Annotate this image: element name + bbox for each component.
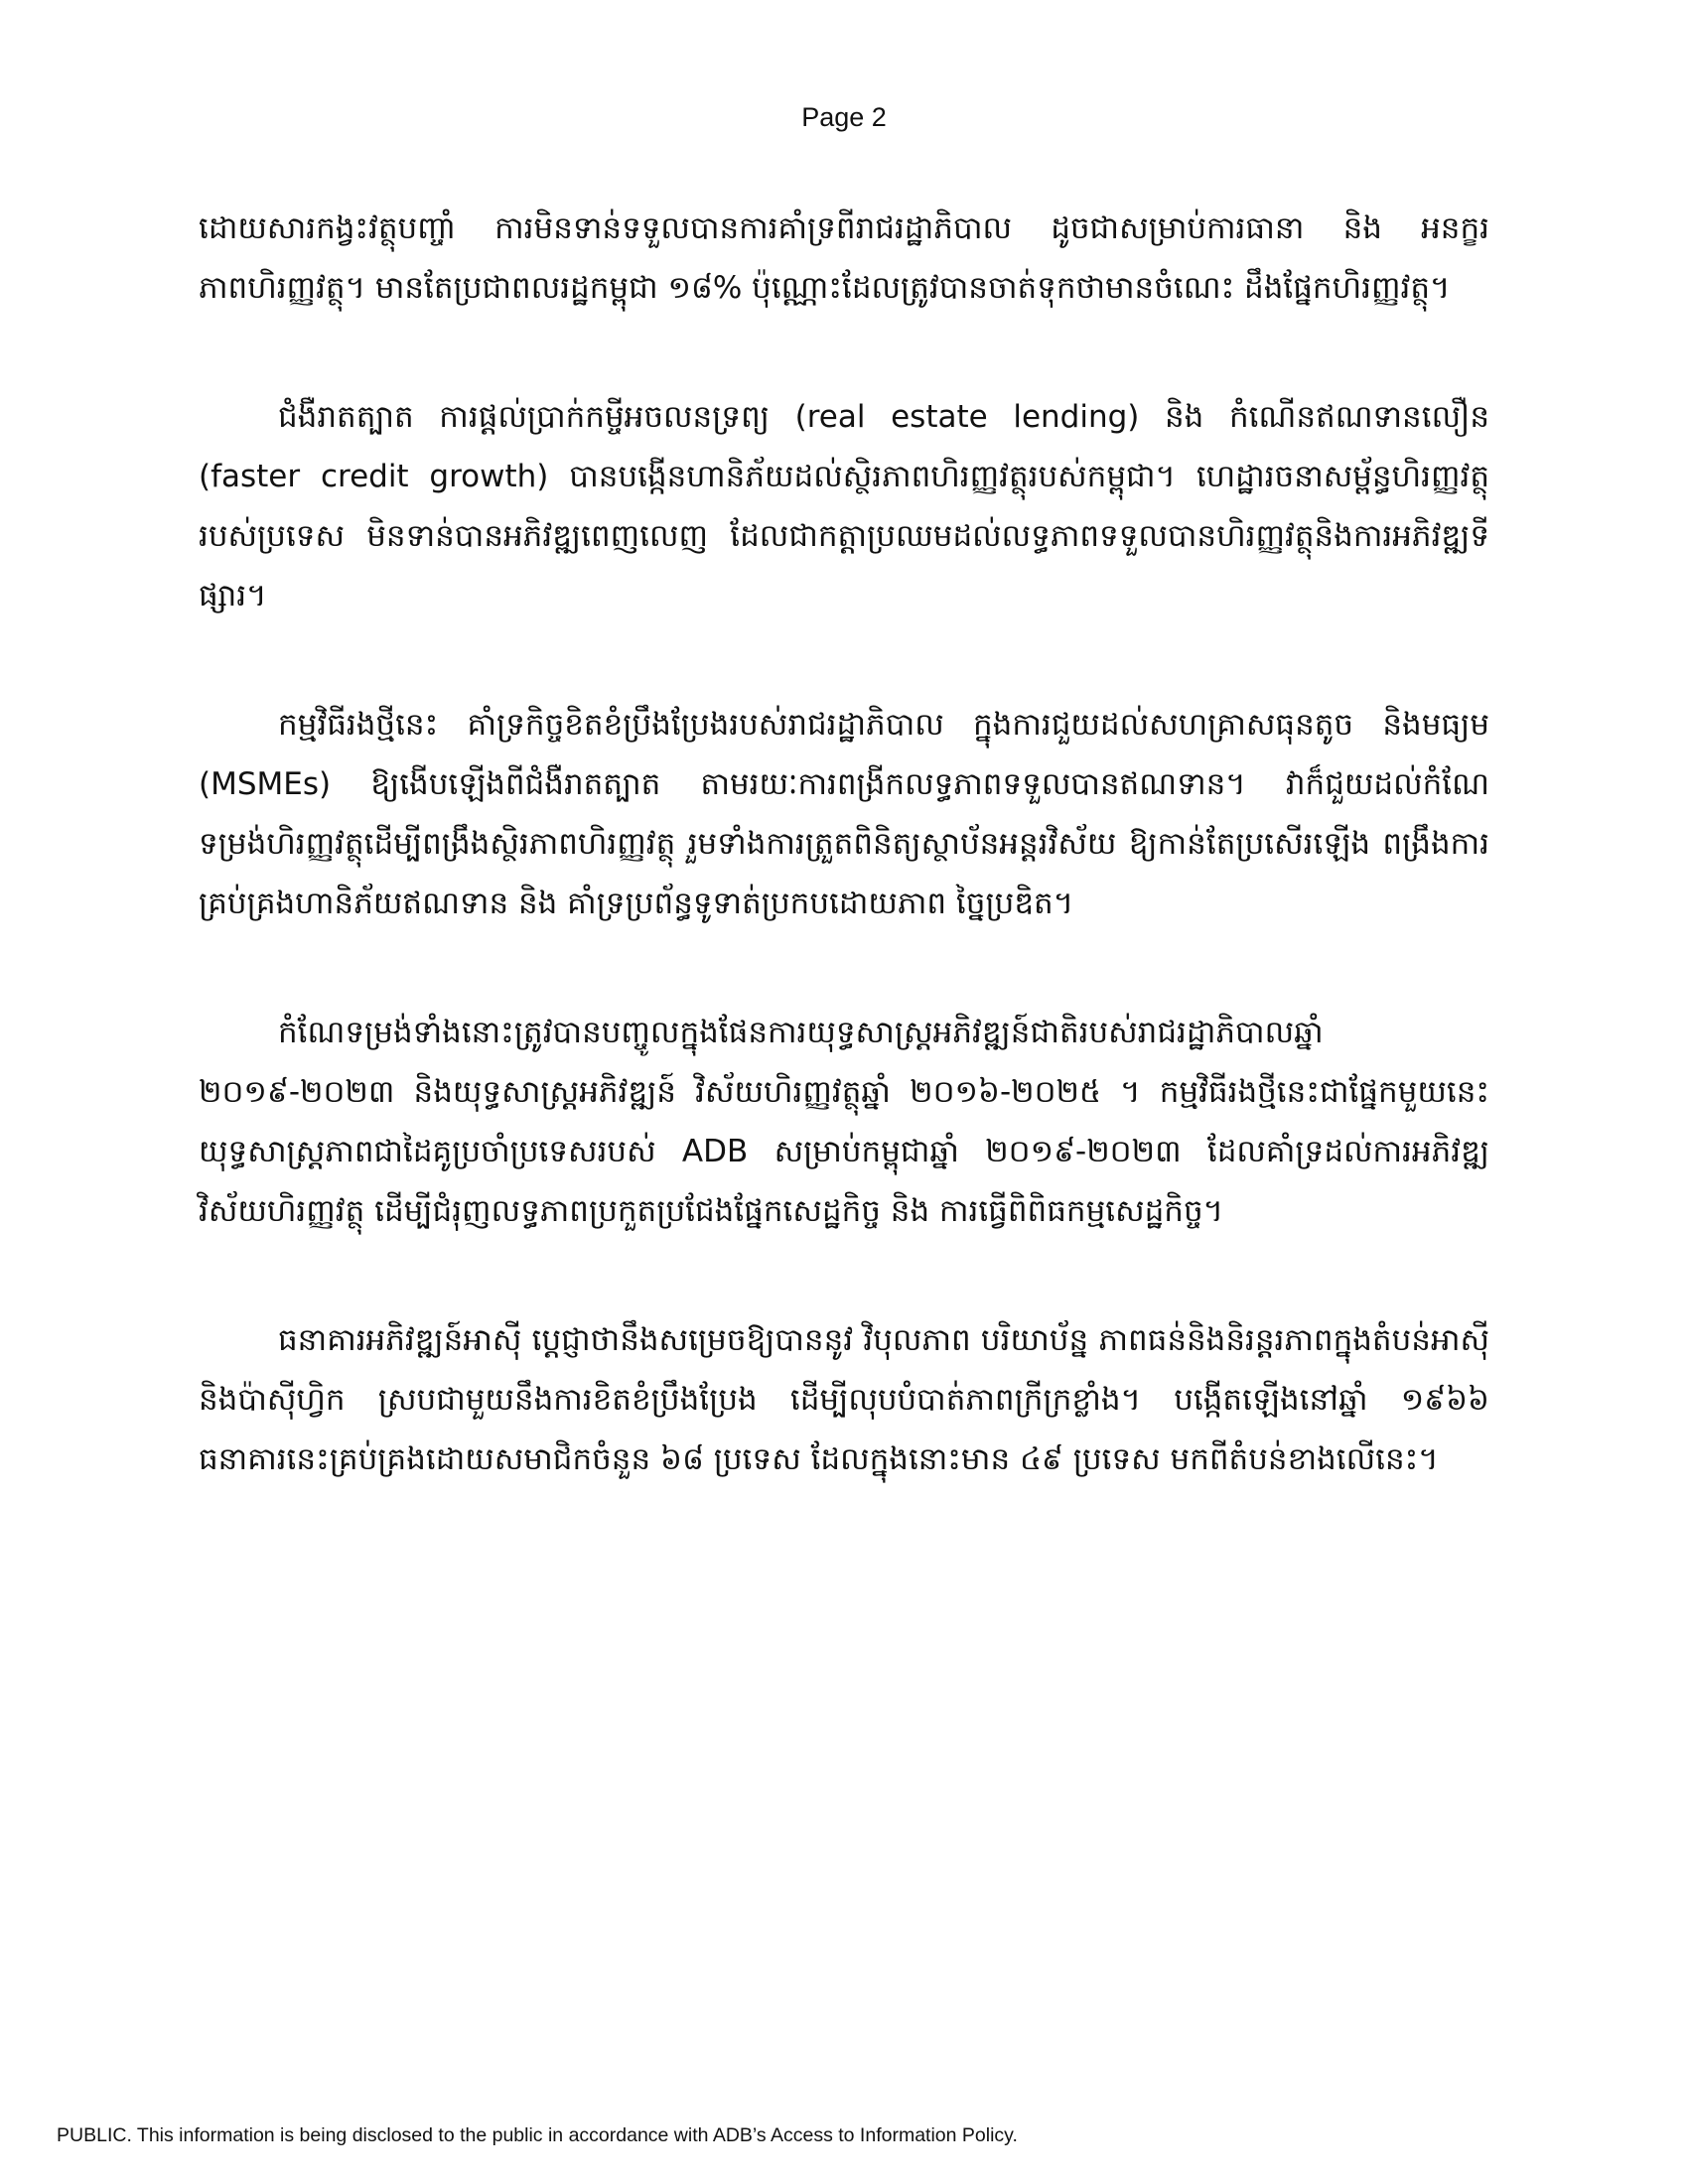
paragraph-3: កម្មវិធីរងថ្មីនេះ គាំទ្រកិច្ចខិតខំប្រឹងប្រែងរបស់រាជរដ្ឋាភិបាល ក្នុងការជួយដល់សហគ្រាសធុនតូច និងមធ្យម (MSMEs) ឱ្យងើបឡើងពីជំងឺរាតត្បាត តាមរយៈការពង្រីកលទ្ធភាពទទួលបានឥណទាន។ វាក៏ជួយដល់កំណែទម្រង់ហិរញ្ញវត្ថុដើម្បីពង្រឹងស្ថិរភាពហិរញ្ញវត្ថុ រួមទាំងការត្រួតពិនិត្យស្ថាប័នអន្តរវិស័យ ឱ្យកាន់តែប្រសើរឡើង ពង្រឹងការគ្រប់គ្រងហានិភ័យឥណទាន និង គាំទ្រប្រព័ន្ធទូទាត់ប្រកបដោយភាព ច្នៃប្រឌិត។ bbox=[199, 707, 1489, 921]
paragraph-4: កំណែទម្រង់ទាំងនោះត្រូវបានបញ្ចូលក្នុងផែនការយុទ្ធសាស្ត្រអភិវឌ្ឍន៍ជាតិរបស់រាជរដ្ឋាភិបាលឆ្នាំ ២០១៩-២០២៣ និងយុទ្ធសាស្ត្រអភិវឌ្ឍន៍ វិស័យហិរញ្ញវត្ថុឆ្នាំ ២០១៦-២០២៥ ។ កម្មវិធីរងថ្មីនេះជាផ្នែកមួយនេះយុទ្ធសាស្ត្រភាពជាដៃគូប្រចាំប្រទេសរបស់ ADB សម្រាប់កម្ពុជាឆ្នាំ ២០១៩-២០២៣ ដែលគាំទ្រដល់ការអភិវឌ្ឍវិស័យហិរញ្ញវត្ថុ ដើម្បីជំរុញលទ្ធភាពប្រកួតប្រជែងផ្នែកសេដ្ឋកិច្ច និង ការធ្វើពិពិធកម្មសេដ្ឋកិច្ច។ bbox=[199, 1015, 1489, 1229]
disclosure-footer: PUBLIC. This information is being disclosed to the public in accordance with ADB’s Access to Information Policy. bbox=[57, 2124, 1018, 2146]
paragraph-1: ដោយសារកង្វះវត្ថុបញ្ចាំ ការមិនទាន់ទទួលបានការគាំទ្រពីរាជរដ្ឋាភិបាល ដូចជាសម្រាប់ការធានា និង អនក្ខរភាពហិរញ្ញវត្ថុ។ មានតែប្រជាពលរដ្ឋកម្ពុជា ១៨% ប៉ុណ្ណោះដែលត្រូវបានចាត់ទុកថាមានចំណេះ ដឹងផ្នែកហិរញ្ញវត្ថុ។ bbox=[199, 210, 1489, 306]
paragraph-5: ធនាគារអភិវឌ្ឍន៍អាស៊ី ប្តេជ្ញាថានឹងសម្រេចឱ្យបាននូវ វិបុលភាព បរិយាប័ន្ន ភាពធន់និងនិរន្តរភាពក្នុងតំបន់អាស៊ីនិងប៉ាស៊ីហ្វិក ស្របជាមួយនឹងការខិតខំប្រឹងប្រែង ដើម្បីលុបបំបាត់ភាពក្រីក្រខ្លាំង។ បង្កើតឡើងនៅឆ្នាំ ១៩៦៦ ធនាគារនេះគ្រប់គ្រងដោយសមាជិកចំនួន ៦៨ ប្រទេស ដែលក្នុងនោះមាន ៤៩ ប្រទេស មកពីតំបន់ខាងលើនេះ។ bbox=[199, 1322, 1489, 1477]
document-body bbox=[199, 199, 1489, 1559]
paragraph-2: ជំងឺរាតត្បាត ការផ្តល់ប្រាក់កម្ចីអចលនទ្រព្យ (real estate lending) និង កំណើនឥណទានលឿន (faster credit growth) បានបង្កើនហានិភ័យដល់ស្ថិរភាពហិរញ្ញវត្ថុរបស់កម្ពុជា។ ហេដ្ឋារចនាសម្ព័ន្ធហិរញ្ញវត្ថុរបស់ប្រទេស មិនទាន់បានអភិវឌ្ឍពេញលេញ ដែលជាកត្តាប្រឈមដល់លទ្ធភាពទទួលបានហិរញ្ញវត្ថុនិងការអភិវឌ្ឍទីផ្សារ។ bbox=[199, 399, 1489, 614]
page-number-header: Page 2 bbox=[801, 102, 887, 132]
